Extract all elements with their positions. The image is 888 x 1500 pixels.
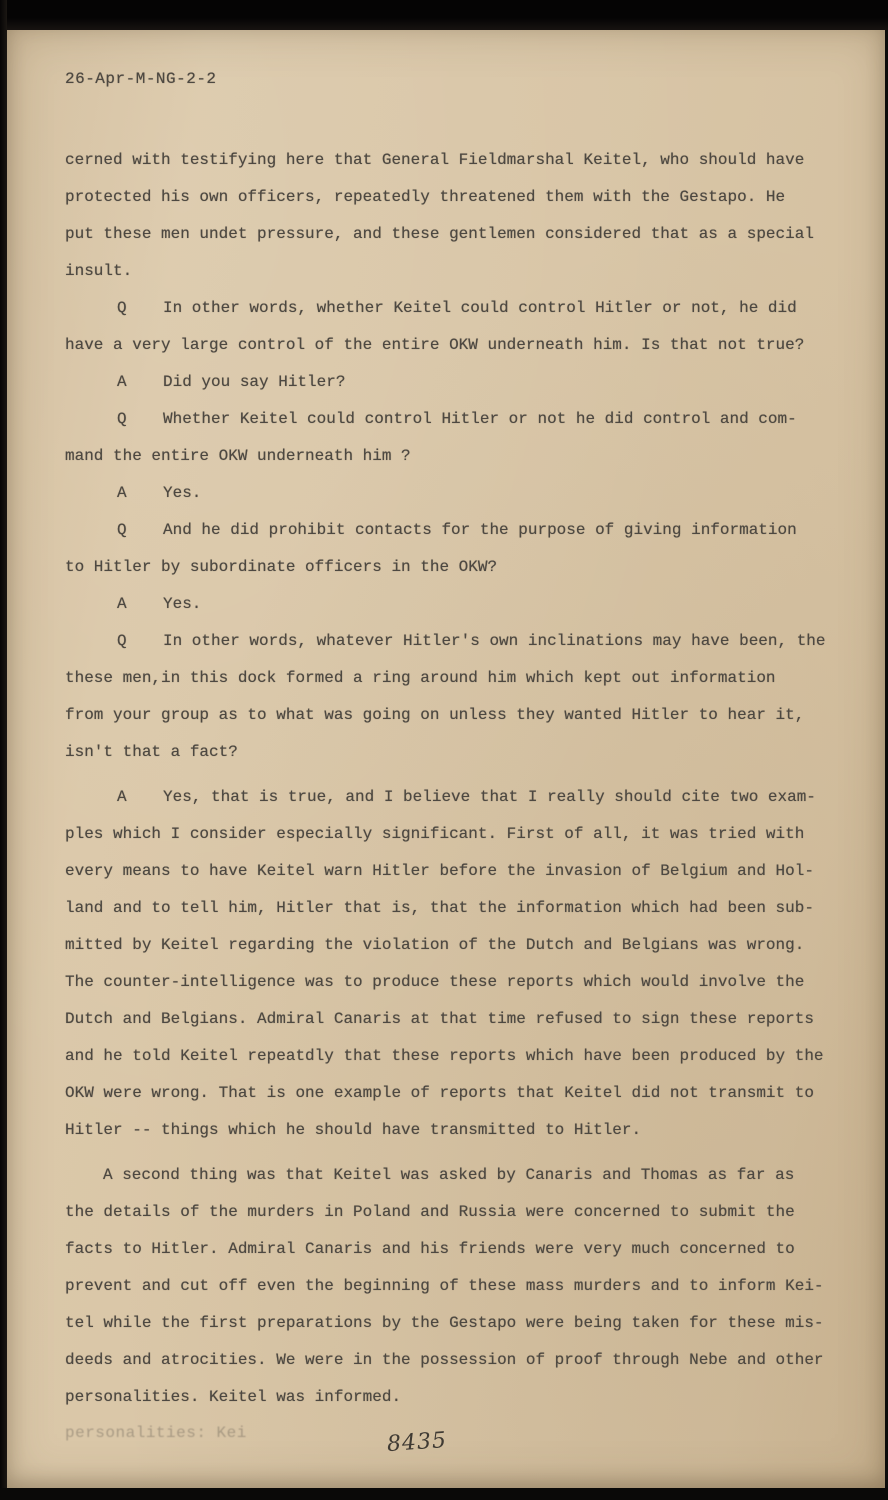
text-line: OKW were wrong. That is one example of reports that Keitel did not transmit to [65, 1084, 814, 1102]
speaker-label: A [117, 788, 127, 806]
text-line: mitted by Keitel regarding the violation of the Dutch and Belgians was wrong. [65, 936, 805, 954]
text-line: A Yes. [65, 475, 840, 512]
scan-edge-left [0, 0, 7, 1500]
speaker-label: A [117, 484, 127, 502]
text-line: isn't that a fact? [65, 743, 238, 761]
transcript-body [65, 142, 840, 1416]
text-line: Q And he did prohibit contacts for the purpose of giving information [65, 512, 840, 549]
speaker-label: Q [117, 632, 127, 650]
page-number: 8435 [386, 1427, 448, 1458]
text-line: have a very large control of the entire OKW underneath him. Is that not true? [65, 336, 805, 354]
text-line: Dutch and Belgians. Admiral Canaris at that time refused to sign these reports [65, 1010, 814, 1028]
paragraph [65, 142, 840, 290]
text-line: land and to tell him, Hitler that is, that the information which had been sub- [65, 899, 814, 917]
text-line: tel while the first preparations by the Gestapo were being taken for these mis- [65, 1314, 824, 1332]
speaker-label: Q [117, 521, 127, 539]
speaker-label: A [117, 595, 127, 613]
text-line: mand the entire OKW underneath him ? [65, 447, 411, 465]
text-line: ples which I consider especially significant. First of all, it was tried with [65, 825, 805, 843]
qa-paragraph [65, 364, 840, 401]
qa-paragraph [65, 779, 840, 1149]
qa-paragraph [65, 623, 840, 771]
document-id-header: 26-Apr-M-NG-2-2 [65, 70, 217, 88]
text-line: and he told Keitel repeatdly that these reports which have been produced by the [65, 1047, 824, 1065]
text-line: to Hitler by subordinate officers in the OKW? [65, 558, 498, 576]
text-line: facts to Hitler. Admiral Canaris and his friends were very much concerned to [65, 1240, 795, 1258]
text-line: protected his own officers, repeatedly threatened them with the Gestapo. He [65, 188, 786, 206]
text-line: Hitler -- things which he should have transmitted to Hitler. [65, 1121, 642, 1139]
text-line: A second thing was that Keitel was asked by Canaris and Thomas as far as [103, 1166, 795, 1184]
typewriter-ghost-line: personalities: Kei [65, 1424, 247, 1442]
text-line: cerned with testifying here that General Fieldmarshal Keitel, who should have [65, 151, 805, 169]
text-line: from your group as to what was going on unless they wanted Hitler to hear it, [65, 706, 805, 724]
text-line: personalities. Keitel was informed. [65, 1388, 402, 1406]
text-line: these men,in this dock formed a ring around him which kept out information [65, 669, 776, 687]
scan-edge-bottom [0, 1488, 888, 1500]
scan-edge-top [0, 0, 888, 30]
text-line: A Yes, that is true, and I believe that I really should cite two exam- [65, 779, 840, 816]
text-line: The counter-intelligence was to produce these reports which would involve the [65, 973, 805, 991]
text-line: A Yes. [65, 586, 840, 623]
text-line: deeds and atrocities. We were in the possession of proof through Nebe and other [65, 1351, 824, 1369]
speaker-label: A [117, 373, 127, 391]
speaker-label: Q [117, 410, 127, 428]
qa-paragraph [65, 512, 840, 586]
qa-paragraph [65, 475, 840, 512]
qa-paragraph [65, 290, 840, 364]
paragraph [65, 1157, 840, 1416]
text-line: Q Whether Keitel could control Hitler or not he did control and com- [65, 401, 840, 438]
text-line: Q In other words, whatever Hitler's own inclinations may have been, the [65, 623, 840, 660]
qa-paragraph [65, 401, 840, 475]
paper-sheet [7, 30, 885, 1488]
text-line: every means to have Keitel warn Hitler before the invasion of Belgium and Hol- [65, 862, 814, 880]
text-line: insult. [65, 262, 133, 280]
qa-paragraph [65, 586, 840, 623]
speaker-label: Q [117, 299, 127, 317]
text-line: A Did you say Hitler? [65, 364, 840, 401]
text-line: the details of the murders in Poland and Russia were concerned to submit the [65, 1203, 795, 1221]
text-line: prevent and cut off even the beginning of these mass murders and to inform Kei- [65, 1277, 824, 1295]
text-line: Q In other words, whether Keitel could control Hitler or not, he did [65, 290, 840, 327]
text-line: put these men undet pressure, and these gentlemen considered that as a special [65, 225, 814, 243]
